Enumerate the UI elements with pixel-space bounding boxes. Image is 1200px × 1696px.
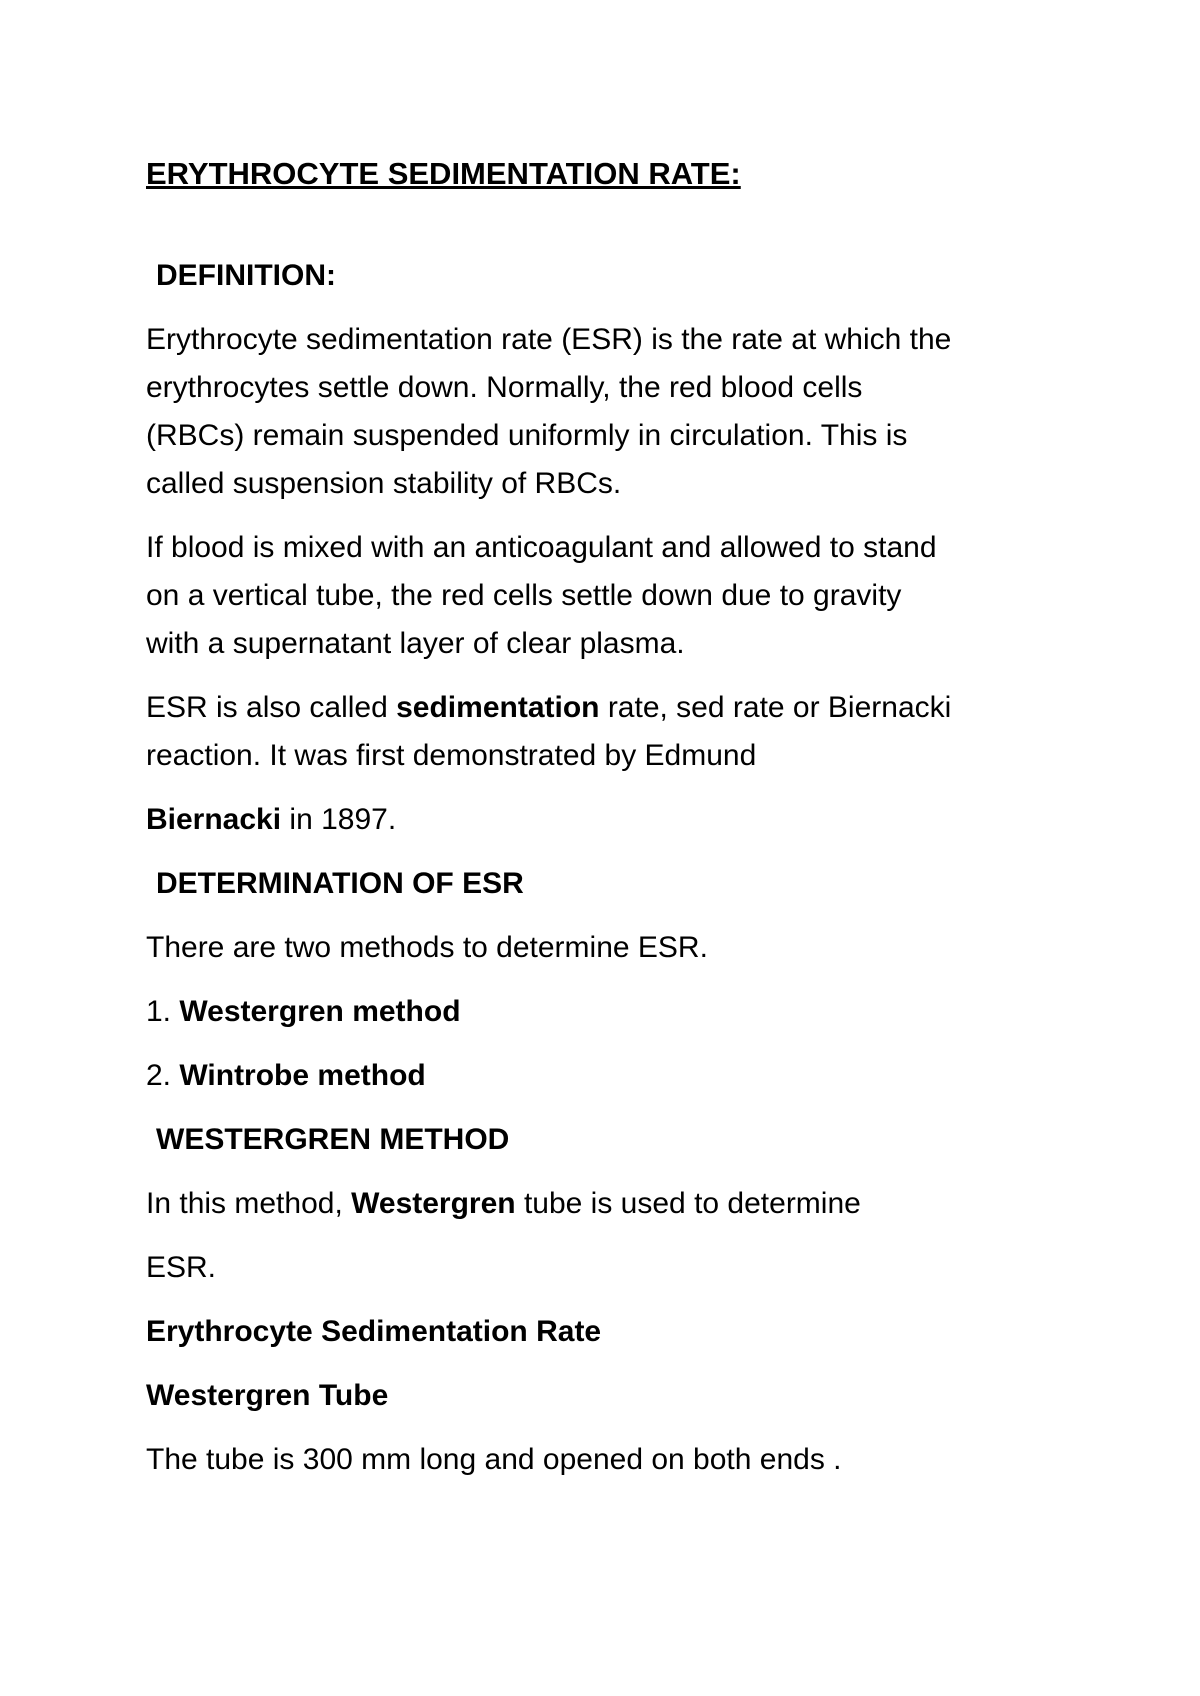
- text-line: called suspension stability of RBCs.: [146, 467, 622, 500]
- esr-alias-paragraph: [146, 684, 1076, 780]
- determination-text: There are two methods to determine ESR.: [146, 931, 708, 964]
- subheading-westergren-tube: [146, 1372, 1076, 1420]
- bold-term-westergren: Westergren: [351, 1187, 516, 1220]
- definition-heading: DEFINITION:: [156, 259, 336, 292]
- text-line: Erythrocyte sedimentation rate (ESR) is the rate at which the: [146, 323, 952, 356]
- text-run: ESR is also called: [146, 691, 397, 724]
- text-run: In this method,: [146, 1187, 352, 1220]
- method-item-1: [146, 988, 1076, 1036]
- document-title: ERYTHROCYTE SEDIMENTATION RATE:: [146, 156, 741, 191]
- text-line: on a vertical tube, the red cells settle down due to gravity: [146, 579, 902, 612]
- text-run: rate, sed rate or Biernacki: [599, 691, 952, 724]
- tube-description: The tube is 300 mm long and opened on both ends .: [146, 1443, 842, 1476]
- text-run: in 1897.: [281, 803, 397, 836]
- text-line: erythrocytes settle down. Normally, the red blood cells: [146, 371, 863, 404]
- text-line: (RBCs) remain suspended uniformly in circulation. This is: [146, 419, 908, 452]
- method-number: 1.: [146, 995, 180, 1028]
- subheading-text: Westergren Tube: [146, 1379, 389, 1412]
- text-line: [146, 684, 1076, 732]
- text-line: If blood is mixed with an anticoagulant and allowed to stand: [146, 531, 937, 564]
- determination-heading: DETERMINATION OF ESR: [156, 867, 524, 900]
- text-line: reaction. It was first demonstrated by Edmund: [146, 739, 757, 772]
- biernacki-paragraph: [146, 796, 1076, 844]
- bold-term-sedimentation: sedimentation: [396, 691, 600, 724]
- definition-paragraph-1: [146, 316, 1076, 508]
- subheading-text: Erythrocyte Sedimentation Rate: [146, 1315, 602, 1348]
- text-line: with a supernatant layer of clear plasma.: [146, 627, 685, 660]
- subheading-esr: [146, 1308, 1076, 1356]
- esr-line: ESR.: [146, 1251, 217, 1284]
- method-number: 2.: [146, 1059, 180, 1092]
- bold-term-biernacki: Biernacki: [146, 803, 282, 836]
- method-name: Westergren method: [179, 995, 461, 1028]
- document-page: [146, 150, 1076, 1500]
- westergren-paragraph: [146, 1180, 1076, 1228]
- method-item-2: [146, 1052, 1076, 1100]
- definition-paragraph-2: [146, 524, 1076, 668]
- text-run: tube is used to determine: [515, 1187, 861, 1220]
- method-name: Wintrobe method: [179, 1059, 426, 1092]
- westergren-heading: WESTERGREN METHOD: [156, 1123, 510, 1156]
